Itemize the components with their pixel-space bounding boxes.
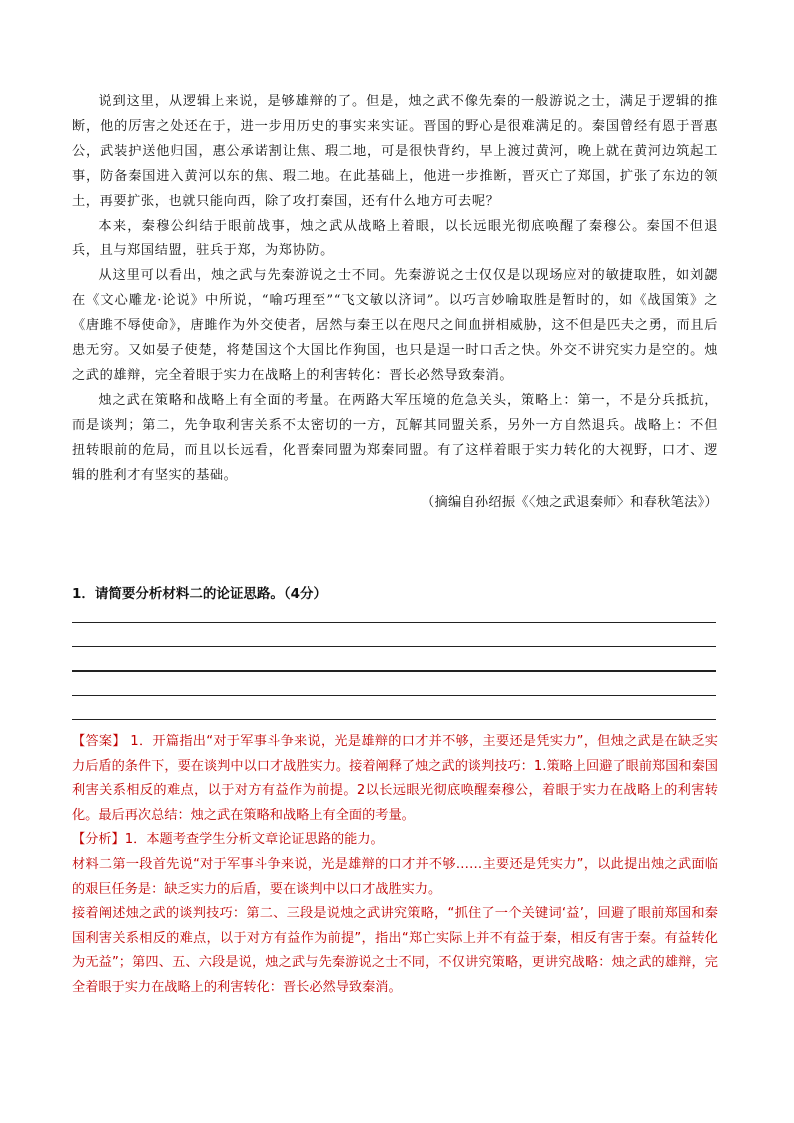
analysis-paragraph <box>72 828 718 853</box>
reading-passage <box>72 90 718 515</box>
passage-paragraph-1: 说到这里，从逻辑上来说，是够雄辩的了。但是，烛之武不像先秦的一般游说之士，满足于逻辑的推断，他的厉害之处还在于，进一步用历史的事实来实证。晋国的野心是很难满足的。秦国曾经有恩于晋惠公，武装护送他归国，惠公承诺割让焦、瑕二地，可是很快背约，早上渡过黄河，晚上就在黄河边筑起工事，防备秦国进入黄河以东的焦、瑕二地。在此基础上，他进一步推断，晋灭亡了郑国，扩张了东边的领土，再要扩张，也就只能向西，除了攻打秦国，还有什么地方可去呢？ <box>72 94 718 209</box>
answer-tag: 【答案】 <box>72 734 126 749</box>
passage-paragraph-2: 本来，秦穆公纠结于眼前战事，烛之武从战略上着眼，以长远眼光彻底唤醒了秦穆公。秦国不但退兵，且与郑国结盟，驻兵于郑，为郑协防。 <box>72 218 718 259</box>
answer-line <box>72 622 716 623</box>
answer-text: 1．开篇指出“对于军事斗争来说，光是雄辩的口才并不够，主要还是凭实力”，但烛之武是在缺乏实力后盾的条件下，要在谈判中以口才战胜实力。接着阐释了烛之武的谈判技巧：1.策略上回避了眼前郑国和秦国利害关系相反的难点，以于对方有益作为前提。2以长远眼光彻底唤醒秦穆公，着眼于实力在战略上的利害转化。最后再次总结：烛之武在策略和战略上有全面的考量。 <box>72 734 718 823</box>
analysis-detail-1: 材料二第一段首先说“对于军事斗争来说，光是雄辩的口才并不够……主要还是凭实力”，以此提出烛之武面临的艰巨任务是：缺乏实力的后盾，要在谈判中以口才战胜实力。 <box>72 856 718 897</box>
passage-source: （摘编自孙绍振《〈烛之武退秦师〉和春秋笔法》） <box>420 494 718 510</box>
answer-line <box>72 695 716 696</box>
answer-line <box>72 670 716 671</box>
answer-lines <box>72 622 716 743</box>
answer-analysis-block <box>72 730 718 1001</box>
answer-line <box>72 646 716 647</box>
analysis-detail-2: 接着阐述烛之武的谈判技巧：第二、三段是说烛之武讲究策略，“抓住了一个关键词‘益’，回避了眼前郑国和秦国利害关系相反的难点，以于对方有益作为前提”，指出“郑亡实际上并不有益于秦，相反有害于秦。有益转化为无益”；第四、五、六段是说，烛之武与先秦游说之士不同，不仅讲究策略，更讲究战略：烛之武的雄辩，完全着眼于实力在战略上的利害转化：晋长必然导致秦消。 <box>72 906 718 995</box>
answer-line <box>72 719 716 720</box>
analysis-text: 1．本题考查学生分析文章论证思路的能力。 <box>124 832 384 848</box>
analysis-tag: 【分析】 <box>72 832 125 848</box>
passage-paragraph-3: 从这里可以看出，烛之武与先秦游说之士不同。先秦游说之士仅仅是以现场应对的敏捷取胜，如刘勰在《文心雕龙·论说》中所说，“喻巧理至”“飞文敏以济词”。以巧言妙喻取胜是暂时的，如《战国策》之《唐雎不辱使命》，唐雎作为外交使者，居然与秦王以在咫尺之间血拼相威胁，这不但是匹夫之勇，而且后患无穷。又如晏子使楚，将楚国这个大国比作狗国，也只是逞一时口舌之快。外交不讲究实力是空的。烛之武的雄辩，完全着眼于实力在战略上的利害转化：晋长必然导致秦消。 <box>72 268 718 383</box>
question-1: 1．请简要分析材料二的论证思路。（4分） <box>72 586 328 602</box>
answer-paragraph <box>72 730 718 828</box>
passage-paragraph-4: 烛之武在策略和战略上有全面的考量。在两路大军压境的危急关头，策略上：第一，不是分兵抵抗，而是谈判；第二，先争取利害关系不太密切的一方，瓦解其同盟关系，另外一方自然退兵。战略上：不但扭转眼前的危局，而且以长远看，化晋秦同盟为郑秦同盟。有了这样着眼于实力转化的大视野，口才、逻辑的胜利才有坚实的基础。 <box>72 392 718 483</box>
